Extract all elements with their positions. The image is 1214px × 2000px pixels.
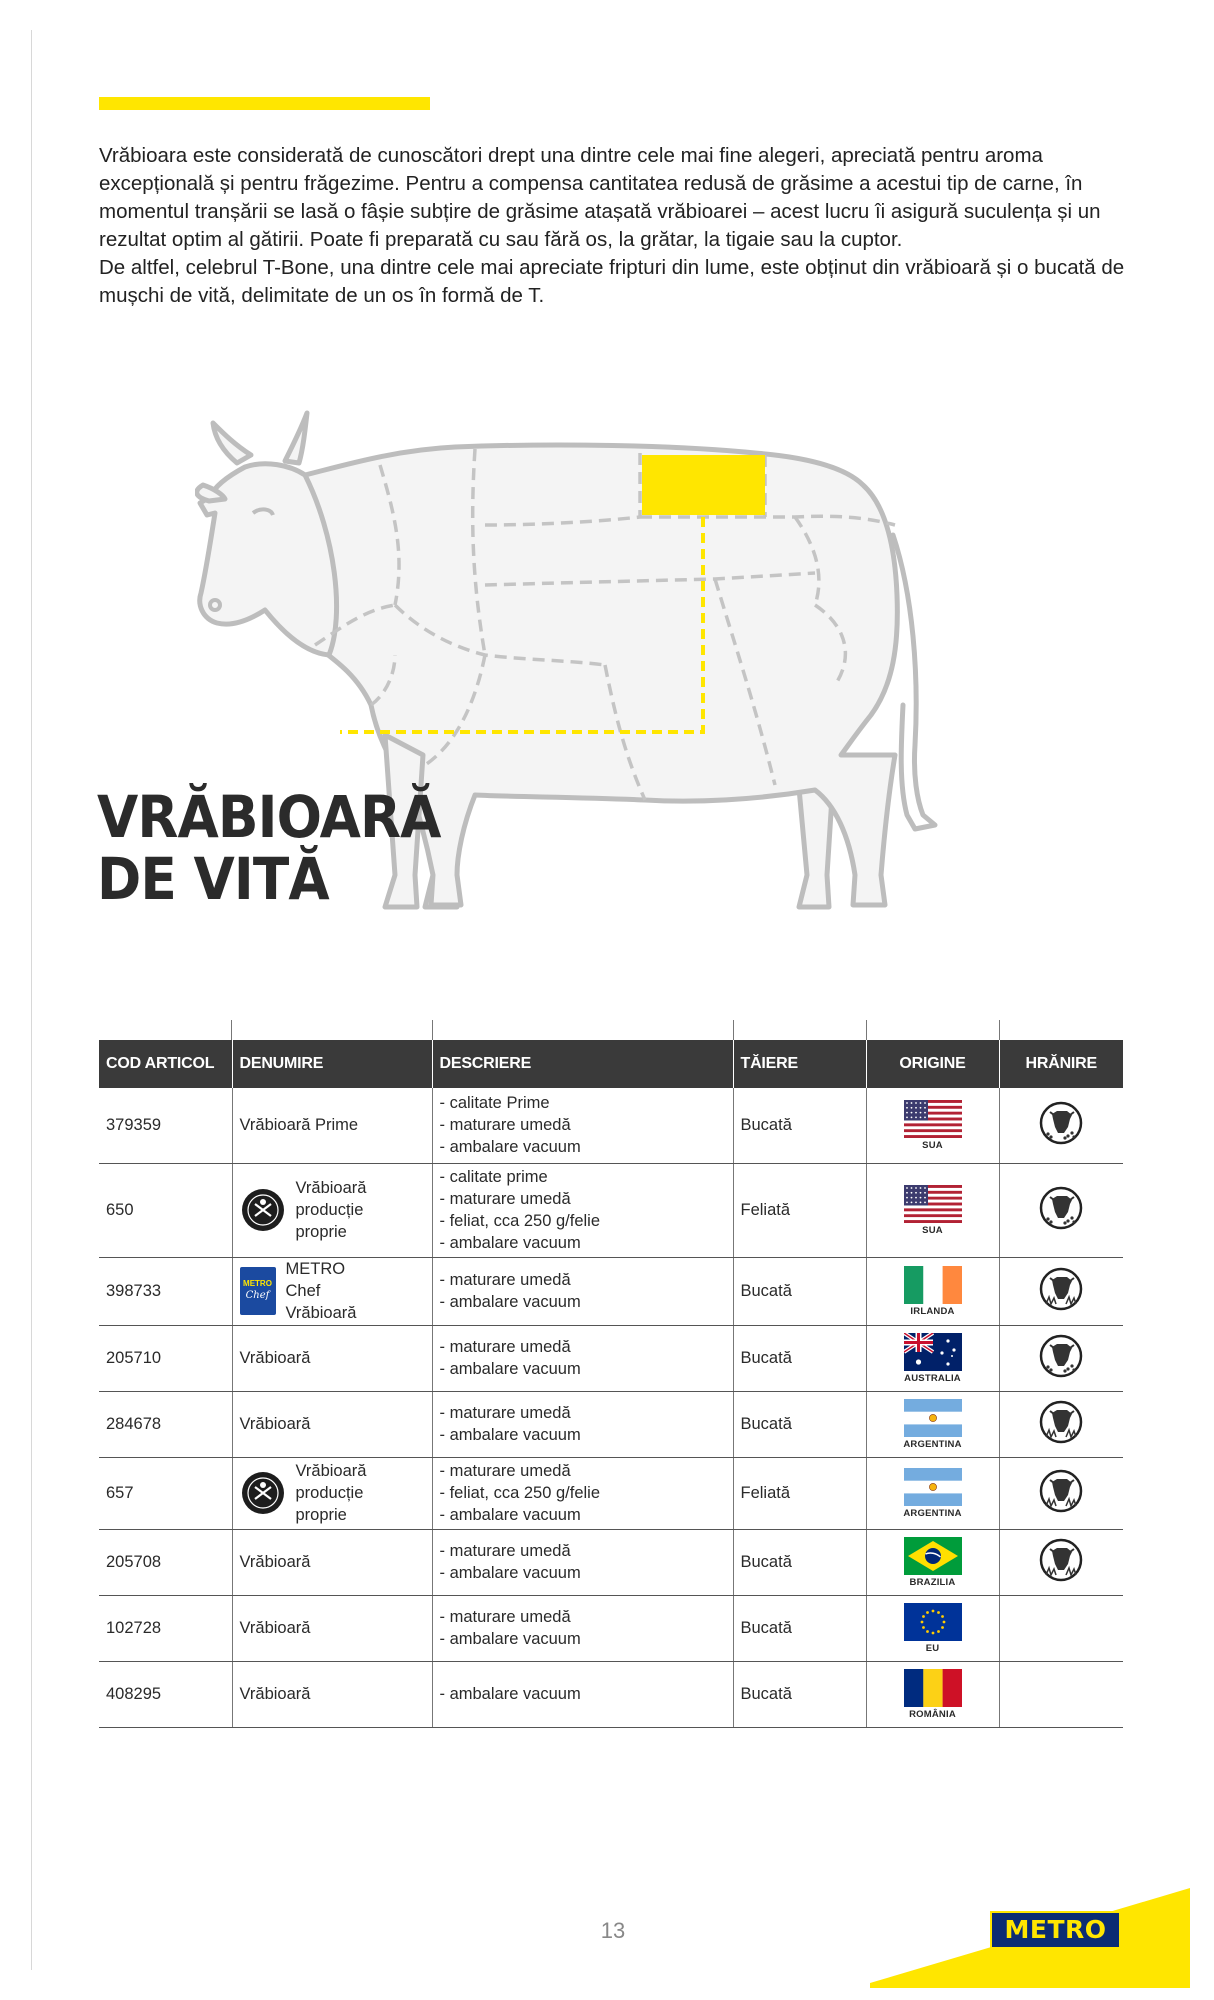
cell-cut: Bucată xyxy=(733,1661,866,1727)
grass-fed-cow-icon xyxy=(1038,1468,1084,1514)
table-row xyxy=(99,1595,1123,1661)
description-line: - maturare umedă xyxy=(439,1338,571,1356)
origin-label: ARGENTINA xyxy=(903,1507,962,1519)
cell-code: 657 xyxy=(99,1457,232,1529)
header-origin: ORIGINE xyxy=(866,1040,999,1088)
cell-code: 102728 xyxy=(99,1595,232,1661)
cell-name xyxy=(232,1661,432,1727)
metro-logo: METRO xyxy=(990,1911,1121,1949)
cell-name xyxy=(232,1163,432,1257)
description-line: - maturare umedă xyxy=(439,1608,571,1626)
grass-fed-cow-icon xyxy=(1038,1537,1084,1583)
page-margin-rule xyxy=(31,30,32,1970)
page-title xyxy=(97,783,441,913)
metro-chef-logo-bottom: Chef xyxy=(245,1290,270,1301)
cell-origin xyxy=(866,1088,999,1163)
cell-origin xyxy=(866,1595,999,1661)
product-name: Vrăbioară producție proprie xyxy=(295,1179,367,1241)
cell-description xyxy=(432,1595,733,1661)
description-line: - calitate prime xyxy=(439,1168,548,1186)
accent-bar xyxy=(99,97,430,110)
cell-code: 408295 xyxy=(99,1661,232,1727)
intro-paragraph-2: De altfel, celebrul T-Bone, una dintre cele mai apreciate fripturi din lume, este obținut din vrăbioară și o bucată de mușchi de vită, delimitate de un os în formă de T. xyxy=(99,256,1125,307)
cell-name xyxy=(232,1257,432,1325)
cell-cut: Feliată xyxy=(733,1457,866,1529)
argentina-flag-icon xyxy=(904,1468,962,1506)
brazil-flag-icon xyxy=(904,1537,962,1575)
description-line: - maturare umedă xyxy=(439,1116,571,1135)
product-name: Vrăbioară xyxy=(239,1349,311,1367)
cell-description xyxy=(432,1529,733,1595)
product-name: Vrăbioară xyxy=(239,1415,311,1433)
description-line: - calitate Prime xyxy=(439,1094,550,1113)
product-name: Vrăbioară Prime xyxy=(239,1116,359,1135)
cell-cut: Bucată xyxy=(733,1088,866,1163)
cell-feed xyxy=(999,1088,1123,1163)
table-row xyxy=(99,1325,1123,1391)
cell-cut: Feliată xyxy=(733,1163,866,1257)
metro-chef-logo-top: METRO xyxy=(243,1279,272,1288)
cell-origin xyxy=(866,1257,999,1325)
cell-description xyxy=(432,1088,733,1163)
header-feed: HRĂNIRE xyxy=(999,1040,1123,1088)
cell-code: 205710 xyxy=(99,1325,232,1391)
cell-feed xyxy=(999,1529,1123,1595)
description-line: - maturare umedă xyxy=(439,1271,571,1289)
usa-flag-icon xyxy=(904,1100,962,1138)
description-line: - feliat, cca 250 g/felie xyxy=(439,1212,601,1230)
cell-name xyxy=(232,1595,432,1661)
cell-code: 205708 xyxy=(99,1529,232,1595)
cell-name xyxy=(232,1457,432,1529)
highlighted-cut-area xyxy=(642,455,765,515)
cell-description xyxy=(432,1257,733,1325)
cell-cut: Bucată xyxy=(733,1529,866,1595)
grass-fed-cow-icon xyxy=(1038,1266,1084,1312)
title-line-1: VRĂBIOARĂ xyxy=(97,783,441,851)
cell-description xyxy=(432,1391,733,1457)
metro-chef-logo-icon xyxy=(240,1267,276,1315)
cell-name xyxy=(232,1325,432,1391)
description-line: - ambalare vacuum xyxy=(439,1138,581,1157)
table-row xyxy=(99,1457,1123,1529)
product-name: Vrăbioară xyxy=(239,1685,311,1703)
australia-flag-icon xyxy=(904,1333,962,1371)
description-line: - ambalare vacuum xyxy=(439,1293,581,1311)
column-divider xyxy=(432,1020,433,1040)
cell-cut: Bucată xyxy=(733,1257,866,1325)
cell-feed xyxy=(999,1325,1123,1391)
cell-feed xyxy=(999,1661,1123,1727)
header-name: DENUMIRE xyxy=(232,1040,432,1088)
column-divider xyxy=(733,1020,734,1040)
cell-description xyxy=(432,1457,733,1529)
cell-cut: Bucată xyxy=(733,1595,866,1661)
cell-name xyxy=(232,1529,432,1595)
cell-feed xyxy=(999,1257,1123,1325)
origin-label: BRAZILIA xyxy=(909,1576,956,1588)
cell-origin xyxy=(866,1529,999,1595)
origin-label: ARGENTINA xyxy=(903,1438,962,1450)
description-line: - ambalare vacuum xyxy=(439,1685,581,1703)
product-name: Vrăbioară xyxy=(239,1619,311,1637)
intro-text xyxy=(99,142,1129,310)
description-line: - feliat, cca 250 g/felie xyxy=(439,1484,601,1502)
table-row xyxy=(99,1163,1123,1257)
cell-origin xyxy=(866,1325,999,1391)
cell-code: 398733 xyxy=(99,1257,232,1325)
origin-label: SUA xyxy=(922,1224,943,1236)
header-code: COD ARTICOL xyxy=(99,1040,232,1088)
description-line: - maturare umedă xyxy=(439,1542,571,1560)
cell-description xyxy=(432,1661,733,1727)
table-row xyxy=(99,1661,1123,1727)
grain-fed-cow-icon xyxy=(1038,1185,1084,1231)
table-body xyxy=(99,1088,1123,1727)
cell-description xyxy=(432,1163,733,1257)
grass-fed-cow-icon xyxy=(1038,1399,1084,1445)
own-production-badge-icon xyxy=(240,1187,286,1233)
cell-origin xyxy=(866,1457,999,1529)
argentina-flag-icon xyxy=(904,1399,962,1437)
header-cut: TĂIERE xyxy=(733,1040,866,1088)
origin-label: ROMÂNIA xyxy=(909,1708,956,1720)
cell-code: 284678 xyxy=(99,1391,232,1457)
cell-origin xyxy=(866,1391,999,1457)
description-line: - ambalare vacuum xyxy=(439,1564,581,1582)
cell-code: 650 xyxy=(99,1163,232,1257)
description-line: - maturare umedă xyxy=(439,1462,571,1480)
cell-cut: Bucată xyxy=(733,1391,866,1457)
column-divider xyxy=(866,1020,867,1040)
table-row xyxy=(99,1088,1123,1163)
table-header-row xyxy=(99,1040,1123,1088)
description-line: - ambalare vacuum xyxy=(439,1360,581,1378)
cell-name xyxy=(232,1391,432,1457)
product-table xyxy=(99,1040,1123,1728)
column-divider xyxy=(231,1020,232,1040)
description-line: - maturare umedă xyxy=(439,1190,571,1208)
grain-fed-cow-icon xyxy=(1038,1333,1084,1379)
page-number: 13 xyxy=(600,1918,626,1943)
product-name: Vrăbioară producție proprie xyxy=(295,1462,367,1524)
grain-fed-cow-icon xyxy=(1038,1100,1084,1146)
intro-paragraph-1: Vrăbioara este considerată de cunoscători drept una dintre cele mai fine alegeri, apreciată pentru aroma excepțională și pentru frăgezime. Pentru a compensa cantitatea redusă de grăsime a acestui tip de carne, în momentul tranșării se lasă o fâșie subțire de grăsime atașată vrăbioarei – acest lucru îi asigură suculența și un rezultat optim al gătirii. Poate fi preparată cu sau fără os, la grătar, la tigaie sau la cuptor. xyxy=(99,144,1101,251)
column-divider xyxy=(999,1020,1000,1040)
own-production-badge-icon xyxy=(240,1470,286,1516)
ireland-flag-icon xyxy=(904,1266,962,1304)
cell-origin xyxy=(866,1163,999,1257)
description-line: - maturare umedă xyxy=(439,1404,571,1422)
description-line: - ambalare vacuum xyxy=(439,1506,581,1524)
origin-label: EU xyxy=(925,1642,940,1654)
eu-flag-icon xyxy=(904,1603,962,1641)
description-line: - ambalare vacuum xyxy=(439,1630,581,1648)
cell-code: 379359 xyxy=(99,1088,232,1163)
description-line: - ambalare vacuum xyxy=(439,1234,581,1252)
table-row xyxy=(99,1391,1123,1457)
table-row xyxy=(99,1529,1123,1595)
cell-feed xyxy=(999,1595,1123,1661)
cell-feed xyxy=(999,1391,1123,1457)
cell-cut: Bucată xyxy=(733,1325,866,1391)
header-description: DESCRIERE xyxy=(432,1040,733,1088)
romania-flag-icon xyxy=(904,1669,962,1707)
usa-flag-icon xyxy=(904,1185,962,1223)
cell-description xyxy=(432,1325,733,1391)
product-name: Vrăbioară xyxy=(239,1553,311,1571)
table-row xyxy=(99,1257,1123,1325)
cell-origin xyxy=(866,1661,999,1727)
cell-feed xyxy=(999,1457,1123,1529)
cell-name xyxy=(232,1088,432,1163)
origin-label: AUSTRALIA xyxy=(904,1372,961,1384)
origin-label: SUA xyxy=(922,1139,943,1151)
cell-feed xyxy=(999,1163,1123,1257)
origin-label: IRLANDA xyxy=(910,1305,955,1317)
description-line: - ambalare vacuum xyxy=(439,1426,581,1444)
title-line-2: DE VITĂ xyxy=(97,845,329,913)
product-name: METRO Chef Vrăbioară xyxy=(285,1260,357,1322)
